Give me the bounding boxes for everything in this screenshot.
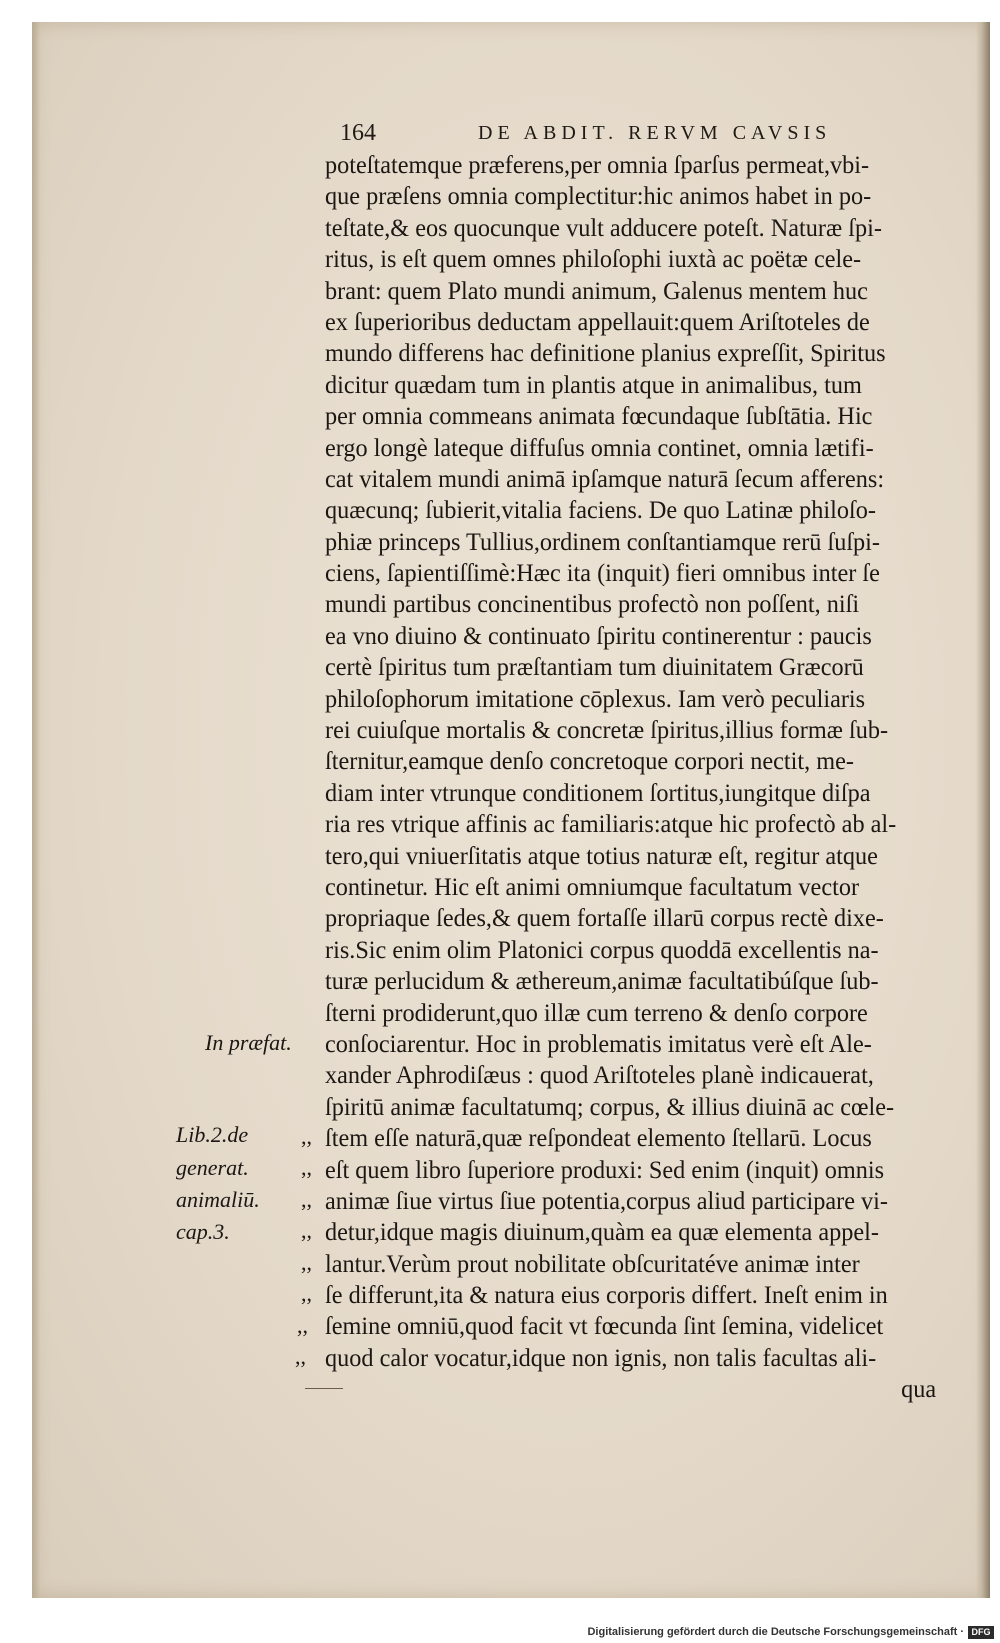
text-line: ritus, is eſt quem omnes philoſophi iuxtà ac poëtæ cele-	[325, 246, 862, 274]
page-left-edge	[32, 22, 40, 1598]
text-line: rei cuiuſque mortalis & concretæ ſpiritus,illius formæ ſub-	[325, 717, 889, 745]
running-title: DE ABDIT. RERVM CAVSIS	[478, 122, 832, 144]
text-line: ciens, ſapientiſſimè:Hæc ita (inquit) fieri omnibus inter ſe	[325, 560, 880, 588]
text-line: lantur.Verùm prout nobilitate obſcuritatéve animæ inter	[325, 1250, 860, 1278]
quote-mark: ,,	[297, 1313, 308, 1338]
marginal-note: cap.3.	[176, 1219, 230, 1244]
text-line: que præſens omnia complectitur:hic animos habet in po-	[325, 183, 872, 211]
marginal-note: Lib.2.de	[176, 1122, 249, 1147]
text-line: animæ ſiue virtus ſiue potentia,corpus aliud participare vi-	[325, 1187, 888, 1215]
text-line: quod calor vocatur,idque non ignis, non talis facultas ali-	[325, 1344, 877, 1372]
marginal-note: generat.	[176, 1155, 249, 1180]
text-line: conſociarentur. Hoc in problematis imitatus verè eſt Ale-	[325, 1030, 872, 1058]
quote-mark: ,,	[301, 1155, 312, 1180]
text-line: brant: quem Plato mundi animum, Galenus mentem huc	[325, 277, 868, 305]
text-line: tero,qui vniuerſitatis atque totius naturæ eſt, regitur atque	[325, 842, 878, 870]
text-line: ea vno diuino & continuato ſpiritu continerentur : paucis	[325, 622, 872, 650]
text-line: continetur. Hic eſt animi omniumque facultatum vector	[325, 873, 860, 901]
text-line: diam inter vtrunque conditionem ſortitus,iungitque diſpa	[325, 779, 871, 807]
quote-mark: ,,	[295, 1344, 306, 1369]
text-line: poteſtatemque præferens,per omnia ſparſus permeat,vbi-	[325, 152, 870, 179]
text-line: cat vitalem mundi animā ipſamque naturā ſecum afferens:	[325, 465, 885, 493]
digitization-credit: Digitalisierung gefördert durch die Deutsche Forschungsgemeinschaft ·	[587, 1626, 964, 1638]
text-line: teſtate,& eos quocunque vult adducere poteſt. Naturæ ſpi-	[325, 214, 882, 242]
text-line: ſtem eſſe naturā,quæ reſpondeat elemento ſtellarū. Locus	[325, 1125, 872, 1153]
text-line: ſe differunt,ita & natura eius corporis differt. Ineſt enim in	[325, 1282, 888, 1310]
text-line: eſt quem libro ſuperiore produxi: Sed enim (inquit) omnis	[325, 1156, 885, 1184]
text-line: dicitur quædam tum in plantis atque in animalibus, tum	[325, 371, 862, 399]
text-line: mundo differens hac definitione planius expreſſit, Spiritus	[325, 340, 886, 368]
text-line: ſpiritū animæ facultatumq; corpus, & illius diuinā ac cœle-	[325, 1093, 895, 1121]
text-line: quæcunq; ſubierit,vitalia faciens. De quo Latinæ philoſo-	[325, 497, 876, 525]
quote-mark: ,,	[301, 1281, 312, 1306]
quote-mark: ,,	[301, 1218, 312, 1243]
running-head	[340, 120, 960, 154]
text-line: ergo longè lateque diffuſus omnia continet, omnia lætifi-	[325, 434, 874, 462]
text-line: mundi partibus concinentibus profectò non poſſent, niſi	[325, 591, 860, 619]
text-line: ſternitur,eamque denſo concretoque corpori nectit, me-	[325, 748, 854, 776]
catchword: qua	[901, 1376, 937, 1404]
decorative-rule	[305, 1388, 343, 1389]
text-line: ex ſuperioribus deductam appellauit:quem Ariſtoteles de	[325, 308, 870, 336]
marginal-note: animaliū.	[176, 1187, 260, 1212]
dfg-logo-icon: DFG	[968, 1626, 994, 1639]
text-line: ria res vtrique affinis ac familiaris:atque hic profectò ab al-	[325, 811, 897, 839]
text-line: turæ perlucidum & æthereum,animæ facultatibúſque ſub-	[325, 968, 879, 996]
quote-mark: ,,	[301, 1187, 312, 1212]
text-line: philoſophorum imitatione cōplexus. Iam verò peculiaris	[325, 685, 866, 713]
text-line: certè ſpiritus tum præſtantiam tum diuinitatem Græcorū	[325, 654, 864, 682]
quote-mark: ,,	[301, 1250, 312, 1275]
text-line: ſemine omniū,quod facit vt fœcunda ſint ſemina, videlicet	[325, 1313, 884, 1341]
text-line: propriaque ſedes,& quem fortaſſe illarū corpus rectè dixe-	[325, 905, 884, 933]
text-line: per omnia commeans animata fœcundaque ſubſtātia. Hic	[325, 403, 873, 431]
text-line: phiæ princeps Tullius,ordinem conſtantiamque rerū ſuſpi-	[325, 528, 880, 556]
text-line: ſterni prodiderunt,quo illæ cum terreno & denſo corpore	[325, 999, 868, 1027]
text-line: xander Aphrodiſæus : quod Ariſtoteles planè indicauerat,	[325, 1062, 874, 1090]
page-number: 164	[340, 120, 376, 146]
marginal-note: In præfat.	[205, 1030, 292, 1055]
text-line: detur,idque magis diuinum,quàm ea quæ elementa appel-	[325, 1219, 879, 1247]
body-text	[325, 150, 985, 1406]
text-line: ris.Sic enim olim Platonici corpus quoddā excellentis na-	[325, 936, 879, 964]
quote-mark: ,,	[301, 1124, 312, 1149]
digitization-footer	[0, 1624, 1000, 1643]
